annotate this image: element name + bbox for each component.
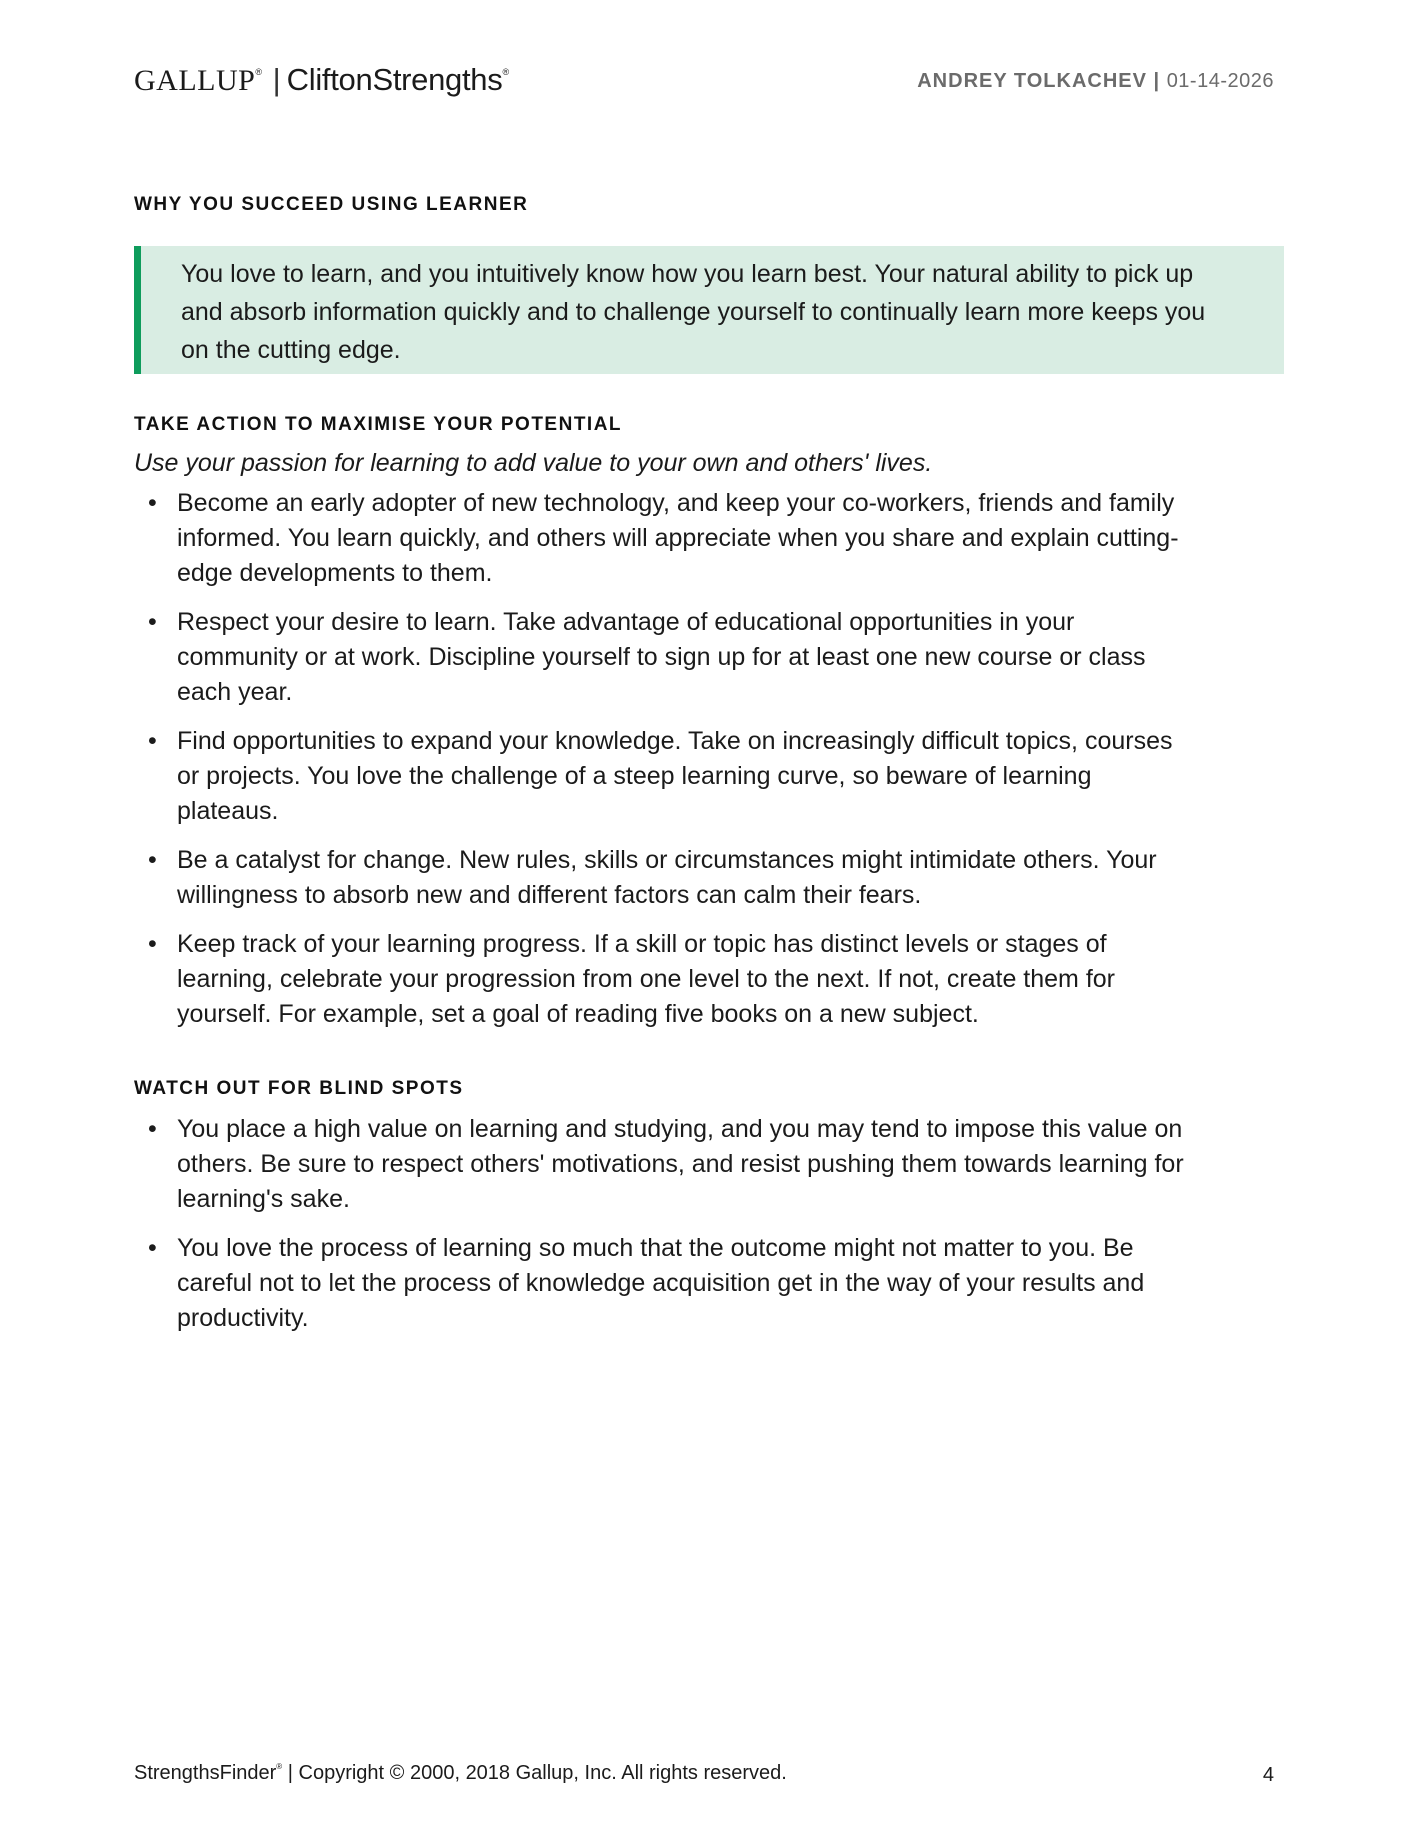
bullet-icon: • <box>148 846 157 874</box>
bullet-item <box>134 843 1187 913</box>
bullet-icon: • <box>148 930 157 958</box>
why-callout <box>134 246 1284 374</box>
bullet-icon: • <box>148 489 157 517</box>
bullet-text: Be a catalyst for change. New rules, skills or circumstances might intimidate others. Your willingness to absorb new and different factors can calm their fears. <box>177 846 1157 909</box>
bullet-text: You love the process of learning so much that the outcome might not matter to you. Be careful not to let the process of knowledge acquisition get in the way of your results and productivity. <box>177 1234 1145 1332</box>
blind-list <box>134 1112 1284 1336</box>
blind-heading: WATCH OUT FOR BLIND SPOTS <box>134 1078 464 1099</box>
person-name: ANDREY TOLKACHEV <box>917 70 1147 92</box>
report-date: 01-14-2026 <box>1166 70 1274 92</box>
bullet-text: You place a high value on learning and studying, and you may tend to impose this value on others. Be sure to respect others' motivations, and resist pushing them towards learning for learning's sake. <box>177 1115 1184 1213</box>
footer-product: StrengthsFinder <box>134 1762 277 1784</box>
bullet-item <box>134 605 1187 710</box>
action-list <box>134 486 1284 1032</box>
page-number: 4 <box>1262 1764 1274 1786</box>
gallup-cliftonstrengths-logo <box>134 62 509 98</box>
logo-gallup: GALLUP <box>134 64 256 97</box>
action-heading: TAKE ACTION TO MAXIMISE YOUR POTENTIAL <box>134 414 623 435</box>
page-header <box>134 58 1274 102</box>
action-lead: Use your passion for learning to add value to your own and others' lives. <box>134 449 933 477</box>
logo-cliftonstrengths-registered: ® <box>502 67 510 77</box>
footer-product-mark: ® <box>276 1762 283 1771</box>
bullet-item <box>134 724 1187 829</box>
page-footer <box>134 1762 1274 1785</box>
logo-gallup-registered: ® <box>255 67 262 77</box>
bullet-text: Become an early adopter of new technology, and keep your co-workers, friends and family informed. You learn quickly, and others will appreciate when you share and explain cutting-edge developments to them. <box>177 489 1179 587</box>
logo-cliftonstrengths: CliftonStrengths <box>286 62 503 97</box>
blind-section <box>134 1078 1284 1350</box>
bullet-text: Find opportunities to expand your knowledge. Take on increasingly difficult topics, courses or projects. You love the challenge of a steep learning curve, so beware of learning plateaus. <box>177 727 1173 825</box>
bullet-icon: • <box>148 727 157 755</box>
meta-separator: | <box>1146 70 1167 92</box>
bullet-item <box>134 486 1187 591</box>
bullet-icon: • <box>148 1234 157 1262</box>
action-section <box>134 414 1284 1046</box>
bullet-icon: • <box>148 608 157 636</box>
bullet-icon: • <box>148 1115 157 1143</box>
footer-copyright: | Copyright © 2000, 2018 Gallup, Inc. All rights reserved. <box>282 1762 787 1784</box>
why-section <box>134 194 1284 216</box>
bullet-text: Respect your desire to learn. Take advantage of educational opportunities in your community or at work. Discipline yourself to sign up for at least one new course or class each year. <box>177 608 1146 706</box>
why-callout-text: You love to learn, and you intuitively know how you learn best. Your natural ability to pick up and absorb information quickly and to challenge yourself to continually learn more keeps you on the cutting edge. <box>181 260 1206 364</box>
logo-separator: | <box>272 62 281 97</box>
bullet-item <box>134 1112 1187 1217</box>
bullet-item <box>134 927 1187 1032</box>
bullet-item <box>134 1231 1187 1336</box>
why-heading: WHY YOU SUCCEED USING LEARNER <box>134 194 529 215</box>
report-meta <box>917 70 1274 93</box>
bullet-text: Keep track of your learning progress. If a skill or topic has distinct levels or stages of learning, celebrate your progression from one level to the next. If not, create them for yourself. For example, set a goal of reading five books on a new subject. <box>177 930 1116 1028</box>
